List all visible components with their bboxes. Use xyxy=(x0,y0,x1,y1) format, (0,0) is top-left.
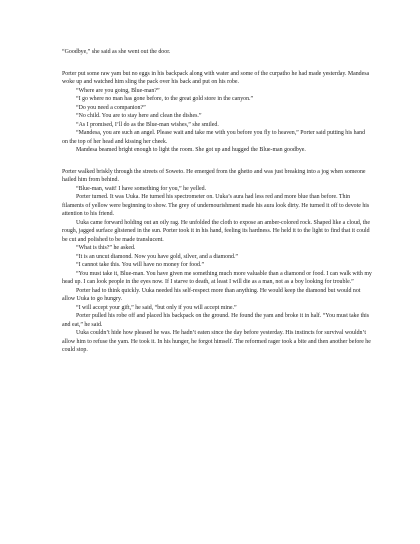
paragraph-dialogue: “You must take it, Blue-man. You have given me something much more valuable than a diamond or food. I can walk with my head up. I can look people in the eyes now. If I starve to death, at least I will die as a man, not as a boy looking for trouble.” xyxy=(62,270,372,285)
paragraph-porter-packs: Porter put some raw yam but no eggs in his backpack along with water and some of the curpatho he had made yesterday. Mandesa woke up and watched him sling the pack over his back and put on his robe. xyxy=(62,70,370,85)
paragraph-dialogue: “Blue-man, wait! I have something for you,” he yelled. xyxy=(76,185,207,192)
paragraph-dialogue: “What is this?” he asked. xyxy=(76,245,136,251)
paragraph-yam: Porter pulled his robe off and placed his backpack on the ground. He found the yam and broke it in half. “You must take this and eat,” he said. xyxy=(62,313,370,328)
paragraph-dialogue: “I cannot take this. You will have no money for food.” xyxy=(76,262,205,268)
paragraph-dialogue: “Do you need a companion?” xyxy=(76,104,146,111)
paragraph-dialogue: “It is an uncut diamond. Now you have gold, silver, and a diamond.” xyxy=(76,253,239,260)
paragraph-uuka-aura: Porter turned. It was Uuka. He turned his spectrometer on. Uuka’s aura had less red and more blue than before. Thin filaments of yellow were beginning to show. The grey of undernourishment made his aura look dirty. He turned it off to devote his attention to his friend. xyxy=(62,194,370,217)
paragraph-goodbye: “Goodbye,” she said as she went out the door. xyxy=(62,49,171,55)
paragraph-soweto: Porter walked briskly through the streets of Soweto. He emerged from the ghetto and was just breaking into a jog when someone hailed him from behind. xyxy=(62,168,366,183)
paragraph-porter-thinks: Porter had to think quickly. Uuka needed his self-respect more than anything. He would keep the diamond but would not allow Uuka to go hungry. xyxy=(62,287,361,302)
paragraph-mandesa-hugs: Mandesa beamed bright enough to light the room. She got up and hugged the Blue-man goodbye. xyxy=(76,147,306,153)
paragraph-dialogue: “Where are you going, Blue-man?” xyxy=(76,87,160,94)
paragraph-dialogue: “No child. You are to stay here and clean the dishes.” xyxy=(76,113,202,119)
paragraph-dialogue: “As I promised, I’ll do as the Blue-man wishes,” she smiled. xyxy=(76,121,219,128)
paragraph-dialogue: “I go where no man has gone before, to the great gold store in the canyon.” xyxy=(76,96,254,102)
paragraph-dialogue: “Mandesa, you are such an angel. Please wait and take me with you before you fly to heaven,” Porter said putting his hand on the top of her head and kissing her cheek. xyxy=(62,130,366,145)
paragraph-diamond: Uuka came forward holding out an oily rag. He unfolded the cloth to expose an amber-colored rock. Shaped like a cloud, the rough, jagged surface glistened in the sun. Porter took it in his hand, feeling its hardness. He held it to the light to find that it could be cut and polished to be made translucent. xyxy=(62,219,370,243)
paragraph-dialogue: “I will accept your gift,” he said, “but only if you will accept mine.” xyxy=(76,304,237,311)
paragraph-uuka-eats: Uuka couldn’t hide how pleased he was. He hadn’t eaten since the day before yesterday. His instincts for survival wouldn’t allow him to refuse the yam. He took it. In his hunger, he forgot himself. The reformed rager took a bite and then another before he could stop. xyxy=(62,330,371,353)
